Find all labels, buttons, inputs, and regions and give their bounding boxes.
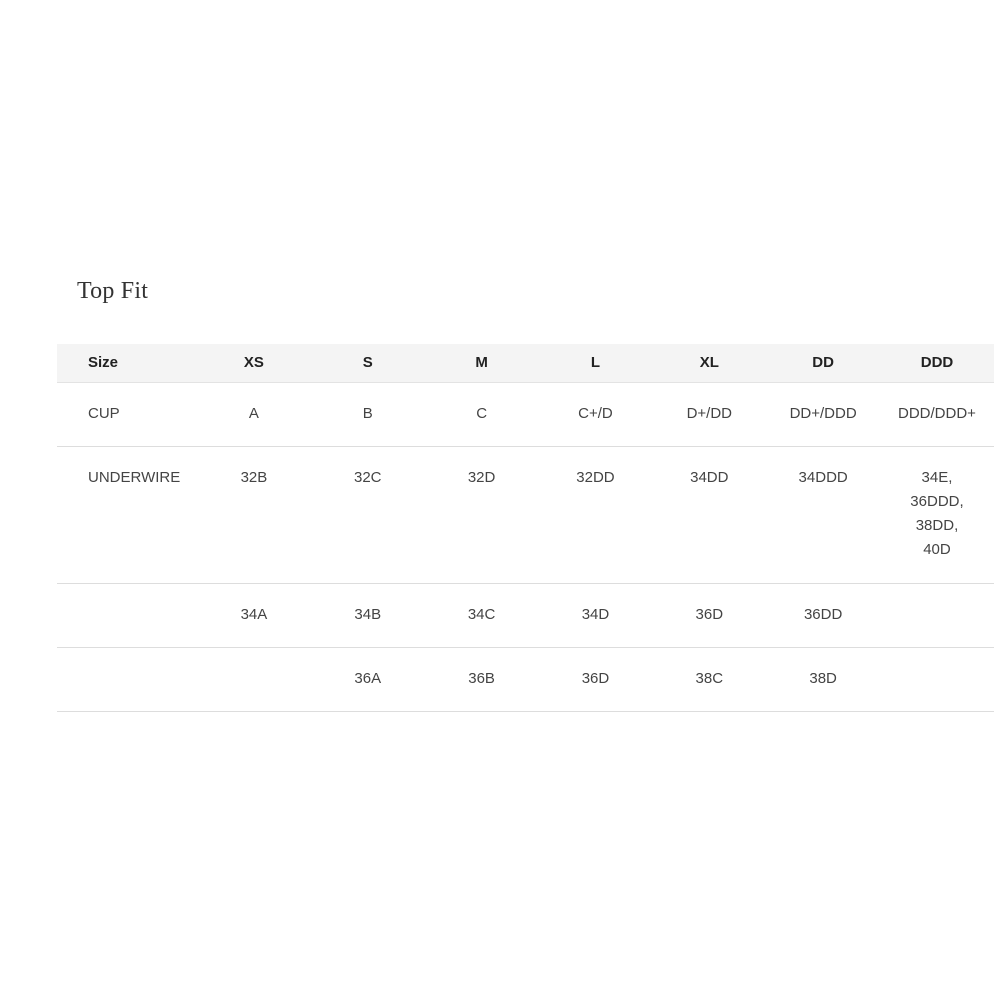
table-cell: C xyxy=(425,383,539,447)
table-cell: 38D xyxy=(766,648,880,712)
table-cell-multiline: 34E, 36DDD, 38DD, 40D xyxy=(880,447,994,584)
table-cell: C+/D xyxy=(539,383,653,447)
table-cell: 34A xyxy=(197,584,311,648)
row-label xyxy=(57,648,197,712)
table-cell: 36D xyxy=(652,584,766,648)
table-cell xyxy=(880,648,994,712)
row-label xyxy=(57,584,197,648)
table-cell: 34DDD xyxy=(766,447,880,584)
table-cell: 34D xyxy=(539,584,653,648)
table-cell: A xyxy=(197,383,311,447)
column-header-dd: DD xyxy=(766,344,880,383)
table-cell: DDD/DDD+ xyxy=(880,383,994,447)
table-cell: 34B xyxy=(311,584,425,648)
table-row-cup xyxy=(57,383,994,447)
table-cell: 36D xyxy=(539,648,653,712)
size-chart-table xyxy=(57,344,994,712)
table-cell: B xyxy=(311,383,425,447)
table-row xyxy=(57,584,994,648)
table-cell xyxy=(880,584,994,648)
column-header-ddd: DDD xyxy=(880,344,994,383)
column-header-m: M xyxy=(425,344,539,383)
table-cell: 32D xyxy=(425,447,539,584)
table-row xyxy=(57,648,994,712)
column-header-xs: XS xyxy=(197,344,311,383)
page-title: Top Fit xyxy=(77,278,149,304)
column-header-xl: XL xyxy=(652,344,766,383)
table-header-row xyxy=(57,344,994,383)
table-cell: 36B xyxy=(425,648,539,712)
table-cell: 34DD xyxy=(652,447,766,584)
column-header-l: L xyxy=(539,344,653,383)
table-cell: 38C xyxy=(652,648,766,712)
table-cell: D+/DD xyxy=(652,383,766,447)
table-cell: 32C xyxy=(311,447,425,584)
table-cell: 32B xyxy=(197,447,311,584)
table-cell: DD+/DDD xyxy=(766,383,880,447)
row-label-cup: CUP xyxy=(57,383,197,447)
table-cell xyxy=(197,648,311,712)
table-cell: 36DD xyxy=(766,584,880,648)
table-cell: 32DD xyxy=(539,447,653,584)
table-row-underwire xyxy=(57,447,994,584)
row-label-underwire: UNDERWIRE xyxy=(57,447,197,584)
table-cell: 34C xyxy=(425,584,539,648)
column-header-s: S xyxy=(311,344,425,383)
table-cell: 36A xyxy=(311,648,425,712)
column-header-size: Size xyxy=(57,344,197,383)
